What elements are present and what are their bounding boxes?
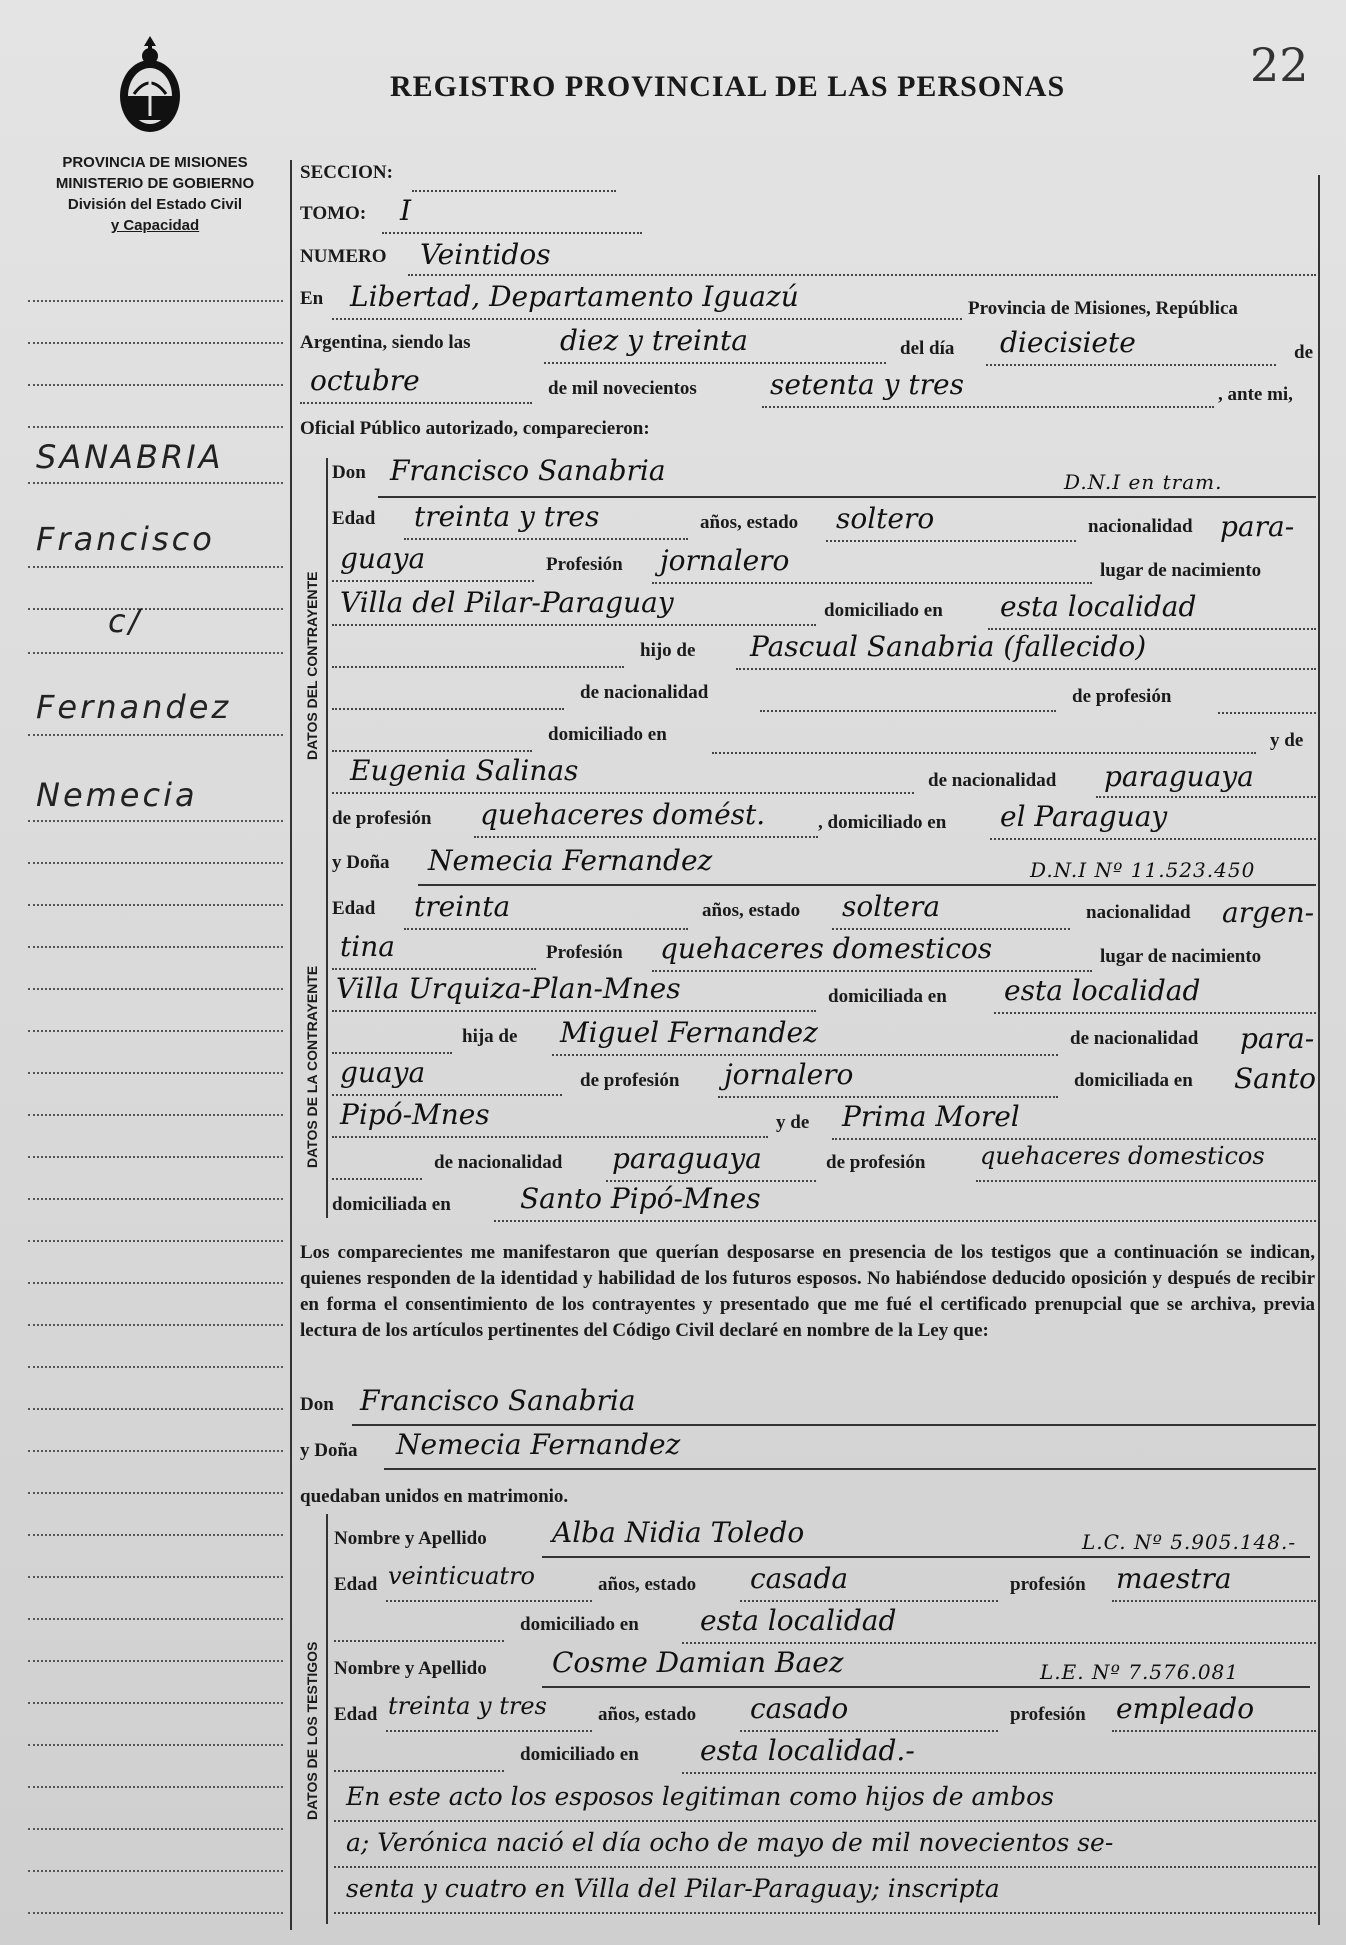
nac-cont-line xyxy=(332,968,536,970)
tomo-label: TOMO: xyxy=(300,203,367,224)
en-label: En xyxy=(300,288,324,309)
name-line xyxy=(542,1556,1310,1558)
witness2-document: L.E. Nº 7.576.081 xyxy=(1040,1660,1240,1684)
groom-nacionalidad-a: para- xyxy=(1220,510,1295,543)
witness2-profesion: empleado xyxy=(1116,1692,1255,1725)
estado-line xyxy=(826,540,1076,542)
witness1-edad: veinticuatro xyxy=(388,1562,535,1590)
witness1-domicilio: esta localidad xyxy=(700,1604,897,1637)
margin-rule xyxy=(28,1744,283,1746)
lugar-label: lugar de nacimiento xyxy=(1100,560,1262,581)
y-de-label: y de xyxy=(776,1112,810,1133)
edad-line xyxy=(404,538,688,540)
margin-rule xyxy=(28,566,283,568)
profesion-label: profesión xyxy=(1010,1704,1086,1725)
margin-surname: SANABRIA xyxy=(36,438,224,476)
lugar-label: lugar de nacimiento xyxy=(1100,946,1262,967)
dia-line xyxy=(986,364,1276,366)
witness1-estado: casada xyxy=(750,1562,849,1595)
padre-prof-line xyxy=(718,1096,1058,1098)
place-line xyxy=(332,318,962,320)
closing-text: quedaban unidos en matrimonio. xyxy=(300,1486,569,1507)
don-label: Don xyxy=(332,462,366,483)
edad-label: Edad xyxy=(332,898,376,919)
margin-rule xyxy=(28,1828,283,1830)
margin-rule xyxy=(28,1114,283,1116)
bride-nacionalidad-a: argen- xyxy=(1222,896,1315,929)
witness1-profesion: maestra xyxy=(1116,1562,1232,1595)
margin-rule xyxy=(28,1324,283,1326)
bride-father: Miguel Fernandez xyxy=(560,1016,818,1049)
de-nac-label: de nacionalidad xyxy=(580,682,709,703)
bride-father-profesion: jornalero xyxy=(724,1058,854,1091)
edad-line xyxy=(386,1730,592,1732)
madre-nac-line xyxy=(1096,796,1316,798)
numero-line xyxy=(408,274,1316,276)
bride-mother: Prima Morel xyxy=(842,1100,1020,1133)
madre-dom-label: , domiciliado en xyxy=(818,812,947,833)
margin-rule xyxy=(28,1072,283,1074)
margin-annotations xyxy=(28,270,283,1930)
org-line: División del Estado Civil xyxy=(67,196,243,213)
groom-mother-nacionalidad: paraguaya xyxy=(1104,760,1254,793)
bride-edad: treinta xyxy=(414,890,511,923)
note-line xyxy=(334,1820,1316,1822)
edad-line xyxy=(386,1600,592,1602)
bride-name: Nemecia Fernandez xyxy=(428,844,713,877)
section-label: DATOS DEL CONTRAYENTE xyxy=(304,571,320,760)
hijo-label: hijo de xyxy=(640,640,696,661)
groom-domicilio: esta localidad xyxy=(1000,590,1197,623)
nacionalidad-label: nacionalidad xyxy=(1088,516,1193,537)
domicilio-line xyxy=(994,1012,1316,1014)
legitimation-note: a; Verónica nació el día ocho de mayo de mil novecientos se- xyxy=(346,1828,1114,1857)
name-line xyxy=(378,496,1316,498)
tomo-value: I xyxy=(400,194,412,227)
name-line xyxy=(542,1686,1310,1688)
org-line: y Capacidad xyxy=(110,217,200,234)
padre-prof-label: de profesión xyxy=(580,1070,680,1091)
nombre-label: Nombre y Apellido xyxy=(334,1528,487,1549)
domiciliado-label: domiciliado en xyxy=(824,600,943,621)
groom-profesion: jornalero xyxy=(660,544,790,577)
tomo-line xyxy=(382,232,642,234)
mes-line xyxy=(300,402,532,404)
del-dia-text: del día xyxy=(900,338,955,359)
padre-line xyxy=(736,668,1316,670)
margin-rule xyxy=(28,862,283,864)
mes-value: octubre xyxy=(310,364,420,397)
margin-rule xyxy=(28,904,283,906)
madre-prof-label: de profesión xyxy=(826,1152,926,1173)
groom-mother-domicilio: el Paraguay xyxy=(1000,800,1168,833)
groom-father: Pascual Sanabria (fallecido) xyxy=(750,630,1147,663)
domiciliada-label: domiciliada en xyxy=(828,986,947,1007)
nombre-label: Nombre y Apellido xyxy=(334,1658,487,1679)
org-line: MINISTERIO DE GOBIERNO xyxy=(55,175,255,192)
bride-father-domicilio-a: Santo xyxy=(1234,1062,1317,1095)
madre-nac-label: de nacionalidad xyxy=(928,770,1057,791)
de-text: de xyxy=(1294,342,1313,363)
blank-line xyxy=(332,708,564,710)
edad-label: Edad xyxy=(334,1704,378,1725)
padre-nac-line xyxy=(760,710,1056,712)
blank-line xyxy=(332,1178,422,1180)
dona-label: y Doña xyxy=(300,1440,358,1461)
blank-line xyxy=(334,1770,504,1772)
bride-estado: soltera xyxy=(842,890,941,923)
dia-value: diecisiete xyxy=(1000,326,1136,359)
margin-rule xyxy=(28,988,283,990)
margin-rule xyxy=(28,652,283,654)
declared-groom: Francisco Sanabria xyxy=(360,1384,636,1417)
padre-nac-label: de nacionalidad xyxy=(1070,1028,1199,1049)
issuing-office xyxy=(30,152,280,236)
anios-estado: años, estado xyxy=(702,900,801,921)
record-frame-right xyxy=(1318,175,1320,1925)
margin-rule xyxy=(28,1912,283,1914)
madre-prof-line xyxy=(474,836,818,838)
margin-rule xyxy=(28,300,283,302)
profesion-line xyxy=(652,582,1092,584)
groom-mother: Eugenia Salinas xyxy=(350,754,579,787)
y-de-label: y de xyxy=(1270,730,1304,751)
groom-dni: D.N.I en tram. xyxy=(1064,470,1223,494)
seccion-label: SECCION: xyxy=(300,162,393,183)
margin-rule xyxy=(28,1576,283,1578)
hora-value: diez y treinta xyxy=(560,324,748,357)
dom-en-label: domiciliado en xyxy=(548,724,667,745)
madre-dom-line xyxy=(494,1220,1316,1222)
provincia-text: Provincia de Misiones, República xyxy=(968,298,1238,319)
hija-label: hija de xyxy=(462,1026,518,1047)
witness2-name: Cosme Damian Baez xyxy=(552,1646,844,1679)
section-divider xyxy=(326,1514,328,1924)
margin-spouse-surname: Fernandez xyxy=(36,688,232,726)
witness2-estado: casado xyxy=(750,1692,849,1725)
witness2-edad: treinta y tres xyxy=(388,1692,547,1720)
section-label: DATOS DE LOS TESTIGOS xyxy=(304,1641,320,1820)
madre-prof-line xyxy=(976,1180,1316,1182)
legitimation-note: senta y cuatro en Villa del Pilar-Paraguay; inscripta xyxy=(346,1874,1000,1903)
note-line xyxy=(334,1866,1316,1868)
anio-line xyxy=(762,406,1214,408)
nacionalidad-label: nacionalidad xyxy=(1086,902,1191,923)
ante-text: , ante mi, xyxy=(1218,384,1293,405)
madre-prof-label: de profesión xyxy=(332,808,432,829)
madre-nac-label: de nacionalidad xyxy=(434,1152,563,1173)
margin-rule xyxy=(28,820,283,822)
witness1-name: Alba Nidia Toledo xyxy=(552,1516,805,1549)
numero-label: NUMERO xyxy=(300,246,387,267)
domiciliado-label: domiciliado en xyxy=(520,1614,639,1635)
bride-nacionalidad-b: tina xyxy=(340,930,395,963)
bride-father-domicilio-b: Pipó-Mnes xyxy=(340,1098,490,1131)
bride-father-nacionalidad-a: para- xyxy=(1240,1022,1315,1055)
bride-lugar: Villa Urquiza-Plan-Mnes xyxy=(336,972,681,1005)
org-line: PROVINCIA DE MISIONES xyxy=(62,154,248,171)
bride-mother-nacionalidad: paraguaya xyxy=(612,1142,762,1175)
margin-rule xyxy=(28,1786,283,1788)
mil-text: de mil novecientos xyxy=(548,378,697,399)
padre-line xyxy=(552,1054,1058,1056)
groom-estado: soltero xyxy=(836,502,935,535)
margin-rule xyxy=(28,608,283,610)
margin-rule xyxy=(28,384,283,386)
margin-rule xyxy=(28,1702,283,1704)
lugar-line xyxy=(332,1010,816,1012)
madre-dom-label: domiciliada en xyxy=(332,1194,451,1215)
anios-estado: años, estado xyxy=(598,1704,697,1725)
anio-value: setenta y tres xyxy=(770,368,964,401)
margin-rule xyxy=(28,946,283,948)
margin-conjunction: c/ xyxy=(108,602,143,640)
margin-spouse-given-name: Nemecia xyxy=(36,776,198,814)
groom-lugar: Villa del Pilar-Paraguay xyxy=(340,586,674,619)
name-line xyxy=(352,1424,1316,1426)
margin-rule xyxy=(28,1198,283,1200)
de-prof-label: de profesión xyxy=(1072,686,1172,707)
page-number: 22 xyxy=(1250,38,1309,92)
edad-label: Edad xyxy=(334,1574,378,1595)
nac-cont-line xyxy=(332,1094,562,1096)
estado-line xyxy=(832,928,1070,930)
don-label: Don xyxy=(300,1394,334,1415)
profesion-label: Profesión xyxy=(546,554,623,575)
margin-rule xyxy=(28,1534,283,1536)
blank-line xyxy=(334,1640,504,1642)
margin-rule xyxy=(28,426,283,428)
padre-prof-line xyxy=(1218,712,1316,714)
edad-line xyxy=(404,928,688,930)
declared-bride: Nemecia Fernandez xyxy=(396,1428,681,1461)
anios-estado: años, estado xyxy=(598,1574,697,1595)
edad-label: Edad xyxy=(332,508,376,529)
estado-line xyxy=(740,1730,998,1732)
margin-rule xyxy=(28,1408,283,1410)
numero-value: Veintidos xyxy=(420,238,551,271)
domiciliado-label: domiciliado en xyxy=(520,1744,639,1765)
margin-given-name: Francisco xyxy=(36,520,215,558)
profesion-label: profesión xyxy=(1010,1574,1086,1595)
dona-label: y Doña xyxy=(332,852,390,873)
note-line xyxy=(334,1912,1316,1914)
groom-mother-profesion: quehaceres domést. xyxy=(480,798,766,831)
legitimation-note: En este acto los esposos legitiman como hijos de ambos xyxy=(346,1782,1054,1811)
padre-dom-label: domiciliada en xyxy=(1074,1070,1193,1091)
profesion-label: Profesión xyxy=(546,942,623,963)
lugar-line xyxy=(332,624,816,626)
witness2-domicilio: esta localidad.- xyxy=(700,1734,915,1767)
margin-rule xyxy=(28,1618,283,1620)
blank-line xyxy=(332,750,532,752)
page-title: REGISTRO PROVINCIAL DE LAS PERSONAS xyxy=(390,70,1066,103)
domicilio-line xyxy=(682,1772,1316,1774)
profesion-line xyxy=(1112,1600,1316,1602)
margin-rule xyxy=(28,1492,283,1494)
margin-rule xyxy=(28,1450,283,1452)
anios-estado: años, estado xyxy=(700,512,799,533)
margin-rule xyxy=(28,734,283,736)
margin-rule xyxy=(28,1366,283,1368)
bride-father-nacionalidad-b: guaya xyxy=(340,1056,426,1089)
groom-nacionalidad-b: guaya xyxy=(340,542,426,575)
coat-of-arms-icon xyxy=(112,32,188,140)
bride-profesion: quehaceres domesticos xyxy=(660,932,993,965)
margin-rule xyxy=(28,1240,283,1242)
place-value: Libertad, Departamento Iguazú xyxy=(350,280,799,313)
profesion-line xyxy=(1112,1730,1316,1732)
margin-rule xyxy=(28,482,283,484)
padre-dom-line xyxy=(712,752,1256,754)
margin-rule xyxy=(28,1870,283,1872)
name-line xyxy=(384,1468,1316,1470)
hora-line xyxy=(544,362,886,364)
bride-mother-domicilio: Santo Pipó-Mnes xyxy=(520,1182,761,1215)
margin-rule xyxy=(28,342,283,344)
margin-rule xyxy=(28,1156,283,1158)
madre-line xyxy=(832,1138,1316,1140)
argentina-text: Argentina, siendo las xyxy=(300,332,471,353)
margin-rule xyxy=(28,1030,283,1032)
margin-rule xyxy=(28,1660,283,1662)
section-label: DATOS DE LA CONTRAYENTE xyxy=(304,965,320,1168)
declaration-paragraph: Los comparecientes me manifestaron que querían desposarse en presencia de los testigos que a continuación se indican, quienes responden de la identidad y habilidad de los futuros esposos. No habiéndose deducido oposición y después de recibir en forma el consentimiento de los contrayentes y presentado que me fué el certificado prenupcial que se archiva, previa lectura de los artículos pertinentes del Código Civil declaré en nombre de la Ley que: xyxy=(300,1242,1315,1341)
witness1-document: L.C. Nº 5.905.148.- xyxy=(1082,1530,1297,1554)
groom-name: Francisco Sanabria xyxy=(390,454,666,487)
bride-dni: D.N.I Nº 11.523.450 xyxy=(1030,858,1256,882)
groom-edad: treinta y tres xyxy=(414,500,600,533)
oficial-text: Oficial Público autorizado, comparecieron: xyxy=(300,418,650,439)
section-divider xyxy=(326,458,328,1218)
margin-rule xyxy=(28,1282,283,1284)
padre-dom-line xyxy=(332,1136,768,1138)
name-line xyxy=(418,884,1316,886)
bride-mother-profesion: quehaceres domesticos xyxy=(980,1142,1265,1170)
madre-line xyxy=(332,792,914,794)
profesion-line xyxy=(652,970,1092,972)
estado-line xyxy=(740,1600,998,1602)
blank-line xyxy=(332,666,624,668)
domicilio-line xyxy=(682,1642,1316,1644)
madre-dom-line xyxy=(990,838,1316,840)
nac-cont-line xyxy=(332,580,534,582)
blank-line xyxy=(332,1052,452,1054)
bride-domicilio: esta localidad xyxy=(1004,974,1201,1007)
seccion-line xyxy=(412,190,616,192)
